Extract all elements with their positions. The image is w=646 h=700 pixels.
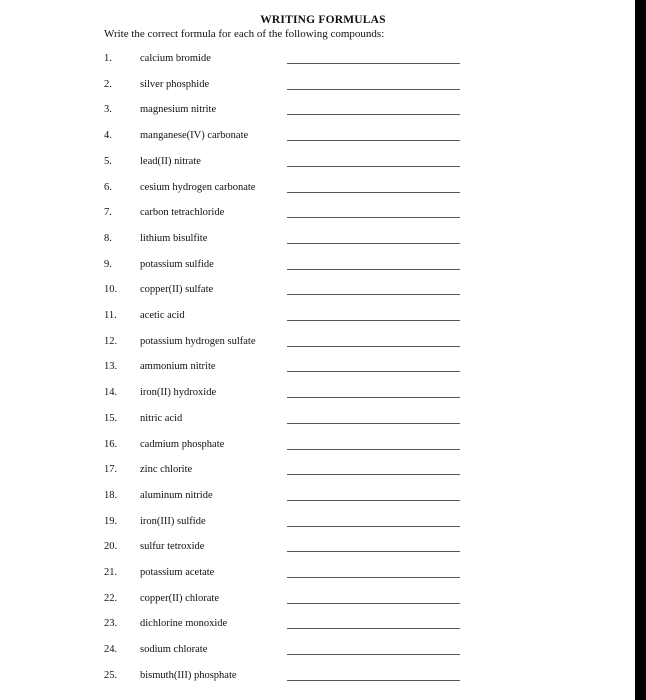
list-item [0,361,635,379]
item-number: 7. [104,207,112,219]
list-item [0,516,635,534]
compound-name: magnesium nitrite [140,104,217,116]
answer-blank[interactable] [287,114,460,115]
answer-blank[interactable] [287,526,460,527]
list-item [0,387,635,405]
answer-blank[interactable] [287,140,460,141]
list-item [0,618,635,636]
list-item [0,413,635,431]
item-number: 2. [104,78,112,90]
answer-blank[interactable] [287,192,460,193]
answer-blank[interactable] [287,628,460,629]
item-number: 19. [104,515,118,527]
compound-name: bismuth(III) phosphate [140,669,237,681]
list-item [0,644,635,662]
compound-name: iron(III) sulfide [140,515,206,527]
answer-blank[interactable] [287,551,460,552]
item-number: 20. [104,541,118,553]
compound-name: cadmium phosphate [140,438,225,450]
compound-name: lead(II) nitrate [140,155,201,167]
answer-blank[interactable] [287,397,460,398]
list-item [0,439,635,457]
answer-blank[interactable] [287,423,460,424]
compound-name: copper(II) chlorate [140,592,219,604]
item-number: 23. [104,618,118,630]
list-item [0,207,635,225]
compound-name: calcium bromide [140,53,211,64]
page-title: WRITING FORMULAS [260,14,386,26]
answer-blank[interactable] [287,243,460,244]
answer-blank[interactable] [287,603,460,604]
answer-blank[interactable] [287,166,460,167]
answer-blank[interactable] [287,474,460,475]
answer-blank[interactable] [287,269,460,270]
answer-blank[interactable] [287,89,460,90]
answer-blank[interactable] [287,371,460,372]
answer-blank[interactable] [287,346,460,347]
list-item [0,670,635,688]
compound-name: aluminum nitride [140,489,213,501]
compound-name: acetic acid [140,310,185,321]
item-number: 17. [104,464,118,476]
compound-name: dichlorine monoxide [140,618,228,630]
item-number: 12. [104,335,118,347]
item-number: 25. [104,669,118,681]
item-number: 1. [104,53,112,64]
answer-blank[interactable] [287,294,460,295]
compound-name: cesium hydrogen carbonate [140,181,256,193]
item-number: 10. [104,284,118,296]
item-number: 22. [104,592,118,604]
list-item [0,567,635,585]
answer-blank[interactable] [287,63,460,64]
list-item [0,310,635,328]
compound-name: carbon tetrachloride [140,207,225,219]
list-item [0,104,635,122]
list-item [0,259,635,277]
item-number: 5. [104,155,112,167]
compound-name: potassium sulfide [140,258,214,270]
list-item [0,79,635,97]
answer-blank[interactable] [287,500,460,501]
item-number: 16. [104,438,118,450]
compound-name: silver phosphide [140,78,210,90]
item-number: 9. [104,258,112,270]
answer-blank[interactable] [287,680,460,681]
compound-name: ammonium nitrite [140,361,216,373]
list-item [0,182,635,200]
item-number: 18. [104,489,118,501]
compound-name: iron(II) hydroxide [140,387,217,399]
answer-blank[interactable] [287,217,460,218]
compound-name: manganese(IV) carbonate [140,130,249,142]
answer-blank[interactable] [287,320,460,321]
list-item [0,464,635,482]
item-number: 11. [104,310,117,321]
item-number: 4. [104,130,112,142]
item-number: 8. [104,232,112,244]
list-item [0,336,635,354]
compound-name: nitric acid [140,412,183,424]
item-number: 3. [104,104,112,116]
item-number: 14. [104,387,118,399]
list-item [0,53,635,71]
compound-name: potassium hydrogen sulfate [140,335,256,347]
answer-blank[interactable] [287,449,460,450]
compound-name: sodium chlorate [140,644,208,656]
compound-name: copper(II) sulfate [140,284,214,296]
instructions: Write the correct formula for each of the following compounds: [104,28,385,40]
answer-blank[interactable] [287,654,460,655]
list-item [0,233,635,251]
list-item [0,541,635,559]
list-item [0,490,635,508]
list-item [0,156,635,174]
item-number: 15. [104,412,118,424]
compound-name: zinc chlorite [140,464,193,476]
item-number: 24. [104,644,118,656]
item-number: 13. [104,361,118,373]
compound-name: sulfur tetroxide [140,541,205,553]
item-number: 6. [104,181,112,193]
compound-name: potassium acetate [140,567,215,578]
item-number: 21. [104,567,118,578]
answer-blank[interactable] [287,577,460,578]
list-item [0,284,635,302]
list-item [0,130,635,148]
compound-name: lithium bisulfite [140,232,208,244]
list-item [0,593,635,611]
